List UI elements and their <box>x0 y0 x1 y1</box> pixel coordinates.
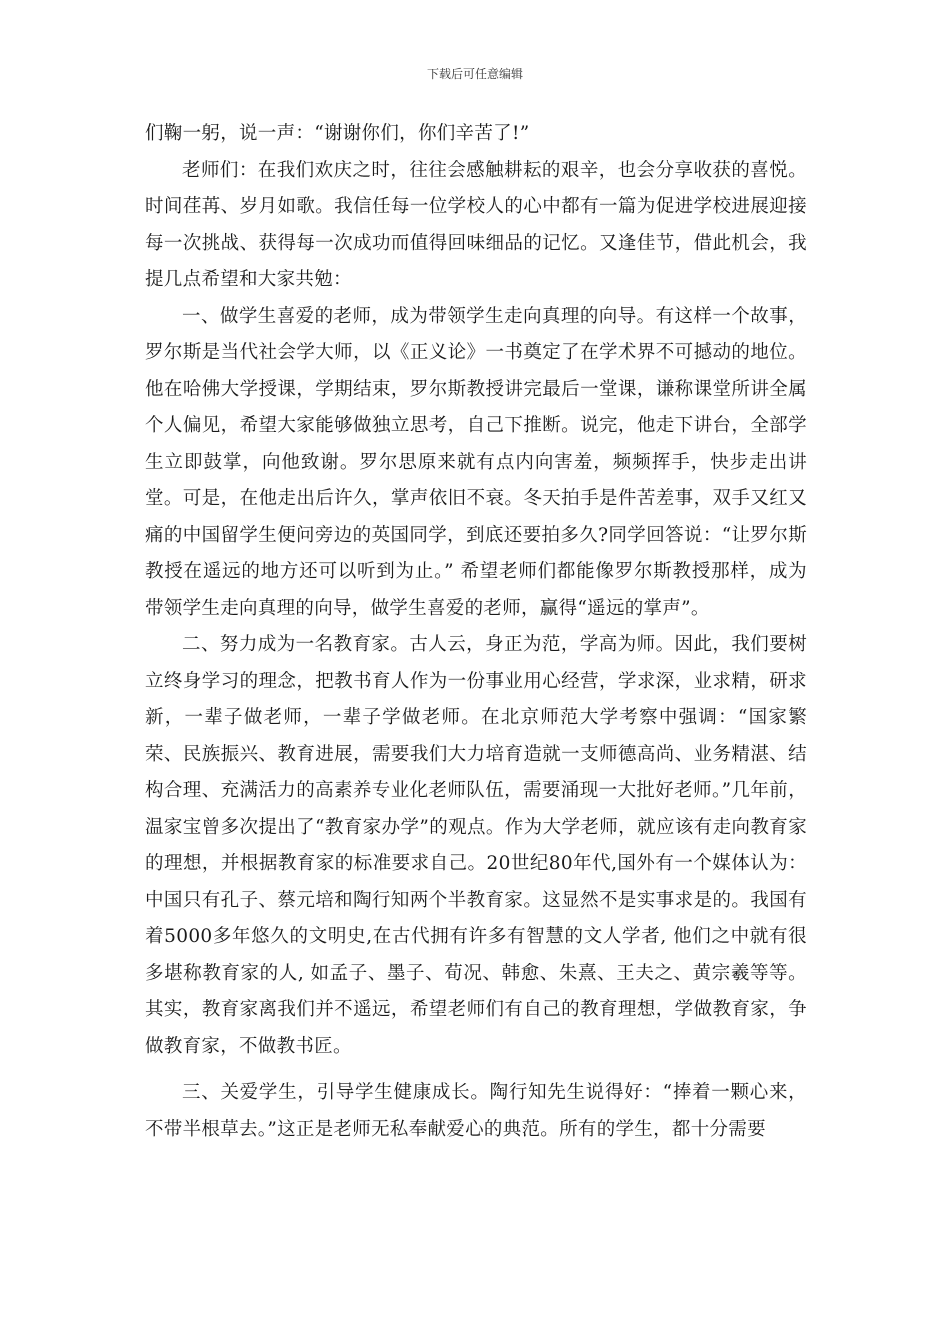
paragraph-continuation: 们鞠一躬，说一声：“谢谢你们，你们辛苦了!” <box>145 123 530 144</box>
body-text <box>145 116 807 1148</box>
paragraph-point-one: 一、做学生喜爱的老师，成为带领学生走向真理的向导。有这样一个故事，罗尔斯是当代社会学大师，以《正义论》一书奠定了在学术界不可撼动的地位。他在哈佛大学授课，学期结束，罗尔斯教授讲完最后一堂课，谦称课堂所讲全属个人偏见，希望大家能够做独立思考，自己下推断。说完，他走下讲台，全部学生立即鼓掌，向他致谢。罗尔思原来就有点内向害羞，频频挥手，快步走出讲堂。可是，在他走出后许久，掌声依旧不衰。冬天拍手是件苦差事，双手又红又痛的中国留学生便问旁边的英国同学，到底还要拍多久?同学回答说：“让罗尔斯教授在遥远的地方还可以听到为止。” 希望老师们都能像罗尔斯教授那样，成为带领学生走向真理的向导，做学生喜爱的老师，赢得“遥远的掌声”。 <box>145 305 807 619</box>
page-header: 下载后可任意编辑 <box>426 67 523 81</box>
paragraph-intro: 老师们：在我们欢庆之时，往往会感触耕耘的艰辛，也会分享收获的喜悦。时间荏苒、岁月如歌。我信任每一位学校人的心中都有一篇为促进学校进展迎接每一次挑战、获得每一次成功而值得回味细品的记忆。又逢佳节，借此机会，我提几点希望和大家共勉： <box>145 159 807 290</box>
paragraph-point-three: 三、关爱学生，引导学生健康成长。陶行知先生说得好：“捧着一颗心来，不带半根草去。”这正是老师无私奉献爱心的典范。所有的学生，都十分需要 <box>145 1082 807 1140</box>
paragraph-point-two: 二、努力成为一名教育家。古人云，身正为范，学高为师。因此，我们要树立终身学习的理念，把教书育人作为一份事业用心经营，学求深，业求精，研求新，一辈子做老师，一辈子学做老师。在北京师范大学考察中强调：“国家繁荣、民族振兴、教育进展，需要我们大力培育造就一支师德高尚、业务精湛、结构合理、充满活力的高素养专业化老师队伍，需要涌现一大批好老师。”几年前，温家宝曾多次提出了“教育家办学”的观点。作为大学老师，就应该有走向教育家的理想，并根据教育家的标准要求自己。20世纪80年代,国外有一个媒体认为：中国只有孔子、蔡元培和陶行知两个半教育家。这显然不是实事求是的。我国有着5000多年悠久的文明史,在古代拥有许多有智慧的文人学者, 他们之中就有很多堪称教育家的人, 如孟子、墨子、荀况、韩愈、朱熹、王夫之、黄宗羲等等。其实，教育家离我们并不遥远，希望老师们有自己的教育理想，学做教育家，争做教育家，不做教书匠。 <box>145 634 807 1057</box>
